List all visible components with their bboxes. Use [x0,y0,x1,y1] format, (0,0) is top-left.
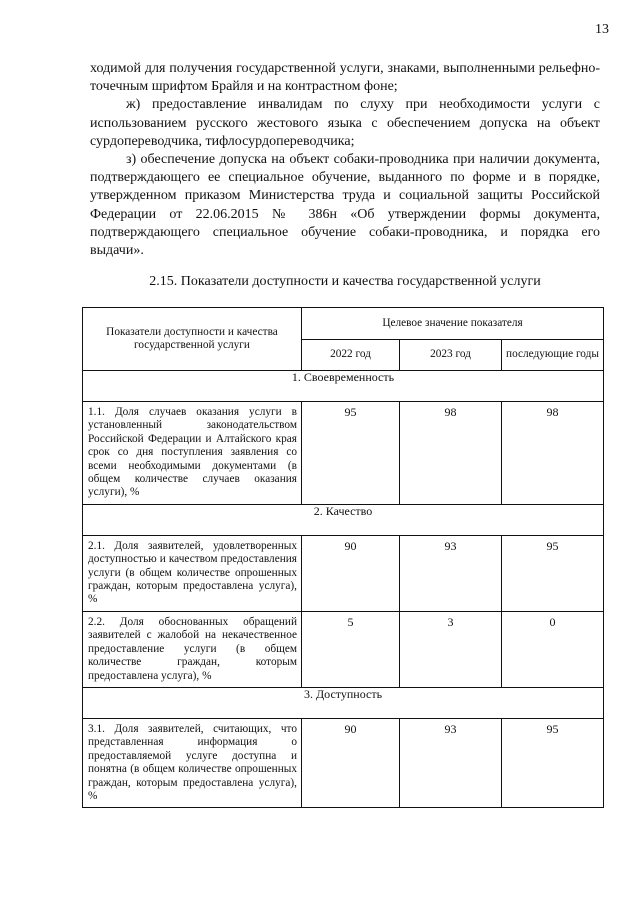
page-number: 13 [595,22,609,37]
header-year-2023: 2023 год [400,340,502,371]
indicator-value-2022: 90 [302,718,400,807]
indicator-value-2023: 93 [400,535,502,611]
indicator-value-subsequent: 95 [502,535,604,611]
table-section-row [83,687,604,718]
header-year-subsequent: последующие годы [502,340,604,371]
indicator-value-subsequent: 98 [502,402,604,505]
indicators-table [82,307,604,808]
paragraph-continuation: ходимой для получения государственной услуги, знаками, выполненными рельефно-точечным шрифтом Брайля и на контрастном фоне; [90,61,600,95]
indicator-label: 2.2. Доля обоснованных обращений заявителей с жалобой на некачественное предоставление услуги (в общем количестве граждан, которым предоставлена услуга), % [83,611,302,687]
indicator-value-2023: 3 [400,611,502,687]
paragraph-item-zh: ж) предоставление инвалидам по слуху при необходимости услуги с использованием русского жестового языка с обеспечением допуска на объект сурдопереводчика, тифлосурдопереводчика; [90,97,600,149]
table-row [83,535,604,611]
body-text [90,60,600,260]
section-accessibility: 3. Доступность [83,687,604,718]
table-section-row [83,504,604,535]
header-year-2022: 2022 год [302,340,400,371]
section-title: 2.15. Показатели доступности и качества государственной услуги [149,274,541,289]
indicator-value-2022: 90 [302,535,400,611]
table-row [83,402,604,505]
table-row [83,611,604,687]
indicator-label: 3.1. Доля заявителей, считающих, что представленная информация о предоставляемой услуге доступна и понятна (в общем количестве опрошенных граждан, которым предоставлена услуга), % [83,718,302,807]
indicator-value-2022: 95 [302,402,400,505]
table-row [83,718,604,807]
indicator-value-2023: 93 [400,718,502,807]
indicator-label: 1.1. Доля случаев оказания услуги в установленный законодательством Российской Федерации и Алтайского края срок со дня поступления заявления со всеми необходимыми документами (в общем количестве случаев оказания услуги), % [83,402,302,505]
table-section-row [83,371,604,402]
header-indicator: Показатели доступности и качества государственной услуги [83,308,302,371]
indicator-label: 2.1. Доля заявителей, удовлетворенных доступностью и качеством предоставления услуги (в общем количестве опрошенных граждан, которым предоставлена услуга), % [83,535,302,611]
indicator-value-2022: 5 [302,611,400,687]
section-quality: 2. Качество [83,504,604,535]
indicator-value-subsequent: 0 [502,611,604,687]
paragraph-item-z: з) обеспечение допуска на объект собаки-проводника при наличии документа, подтверждающего ее специальное обучение, выданного по форме и в порядке, утвержденном приказом Министерства труда и социальной защиты Российской Федерации от 22.06.2015 № 386н «Об утверждении формы документа, подтверждающего специальное обучение собаки-проводника, и порядка его выдачи». [90,152,600,259]
header-target-value: Целевое значение показателя [302,308,604,340]
section-timeliness: 1. Своевременность [83,371,604,402]
indicator-value-2023: 98 [400,402,502,505]
indicator-value-subsequent: 95 [502,718,604,807]
table-header-row [83,308,604,340]
